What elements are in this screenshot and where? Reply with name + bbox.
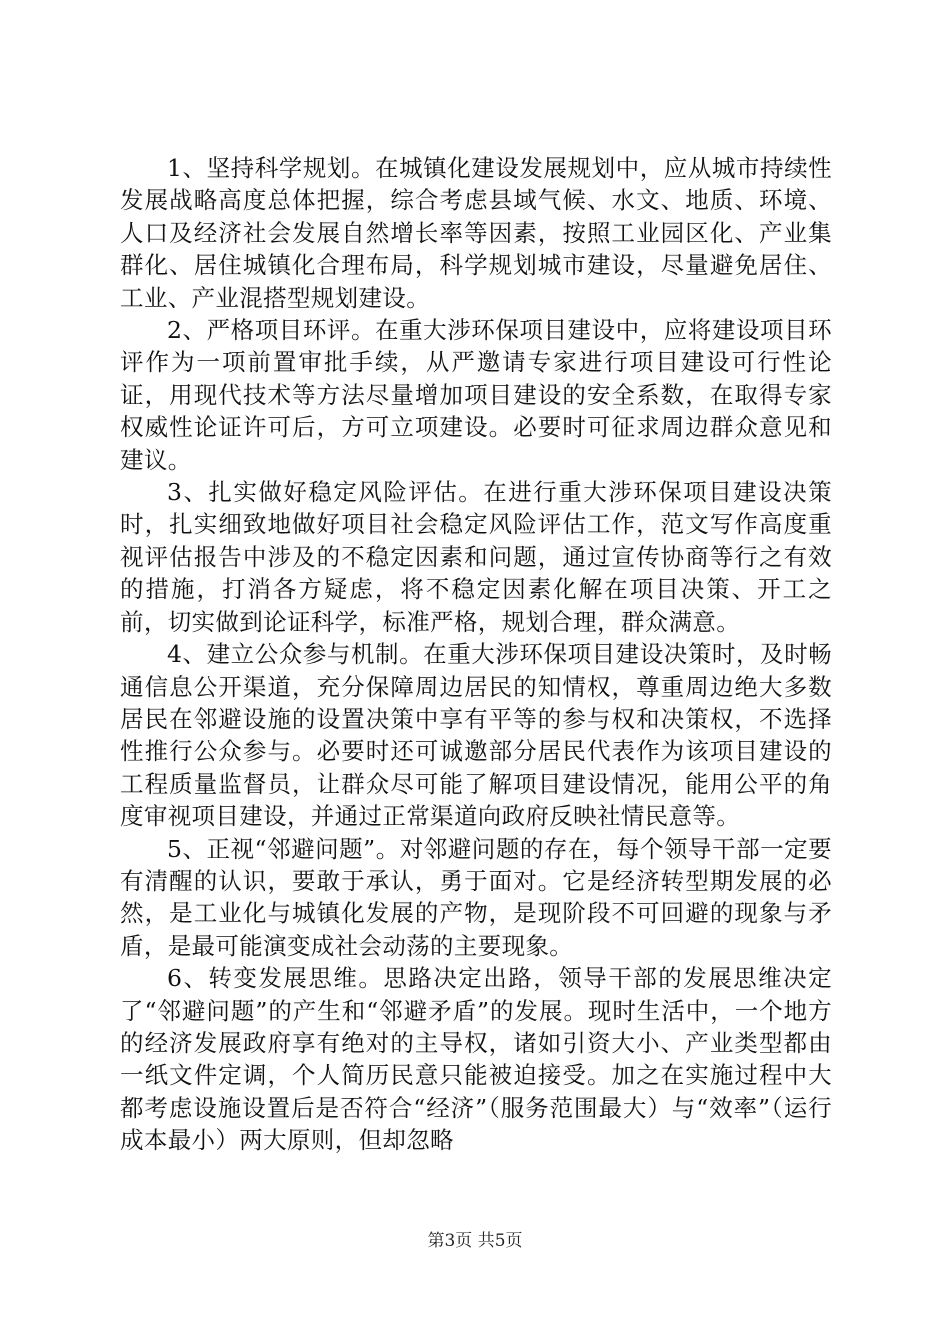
paragraph-5: 5、正视“邻避问题”。对邻避问题的存在，每个领导干部一定要有清醒的认识，要敢于承认，勇于面对。它是经济转型期发展的必然，是工业化与城镇化发展的产物，是现阶段不可回避的现象与矛盾，是最可能演变成社会动荡的主要现象。 [120,834,832,960]
paragraph-1: 1、坚持科学规划。在城镇化建设发展规划中，应从城市持续性发展战略高度总体把握，综合考虑县域气候、水文、地质、环境、人口及经济社会发展自然增长率等因素，按照工业园区化、产业集群化、居住城镇化合理布局，科学规划城市建设，尽量避免居住、工业、产业混搭型规划建设。 [120,154,832,312]
paragraph-2: 2、严格项目环评。在重大涉环保项目建设中，应将建设项目环评作为一项前置审批手续，从严邀请专家进行项目建设可行性论证，用现代技术等方法尽量增加项目建设的安全系数，在取得专家权威性论证许可后，方可立项建设。必要时可征求周边群众意见和建议。 [120,316,832,474]
paragraph-3: 3、扎实做好稳定风险评估。在进行重大涉环保项目建设决策时，扎实细致地做好项目社会稳定风险评估工作，范文写作高度重视评估报告中涉及的不稳定因素和问题，通过宣传协商等行之有效的措施，打消各方疑虑，将不稳定因素化解在项目决策、开工之前，切实做到论证科学，标准严格，规划合理，群众满意。 [120,478,832,636]
paragraph-6: 6、转变发展思维。思路决定出路，领导干部的发展思维决定了“邻避问题”的产生和“邻避矛盾”的发展。现时生活中，一个地方的经济发展政府享有绝对的主导权，诸如引资大小、产业类型都由一纸文件定调，个人简历民意只能被迫接受。加之在实施过程中大都考虑设施设置后是否符合“经济”（服务范围最大）与“效率”（运行成本最小）两大原则，但却忽略 [120,964,832,1155]
page-number-footer: 第3页 共5页 [427,1231,523,1251]
paragraph-4: 4、建立公众参与机制。在重大涉环保项目建设决策时，及时畅通信息公开渠道，充分保障周边居民的知情权，尊重周边绝大多数居民在邻避设施的设置决策中享有平等的参与权和决策权，不选择性推行公众参与。必要时还可诚邀部分居民代表作为该项目建设的工程质量监督员，让群众尽可能了解项目建设情况，能用公平的角度审视项目建设，并通过正常渠道向政府反映社情民意等。 [120,640,832,831]
document-body [120,152,832,1157]
